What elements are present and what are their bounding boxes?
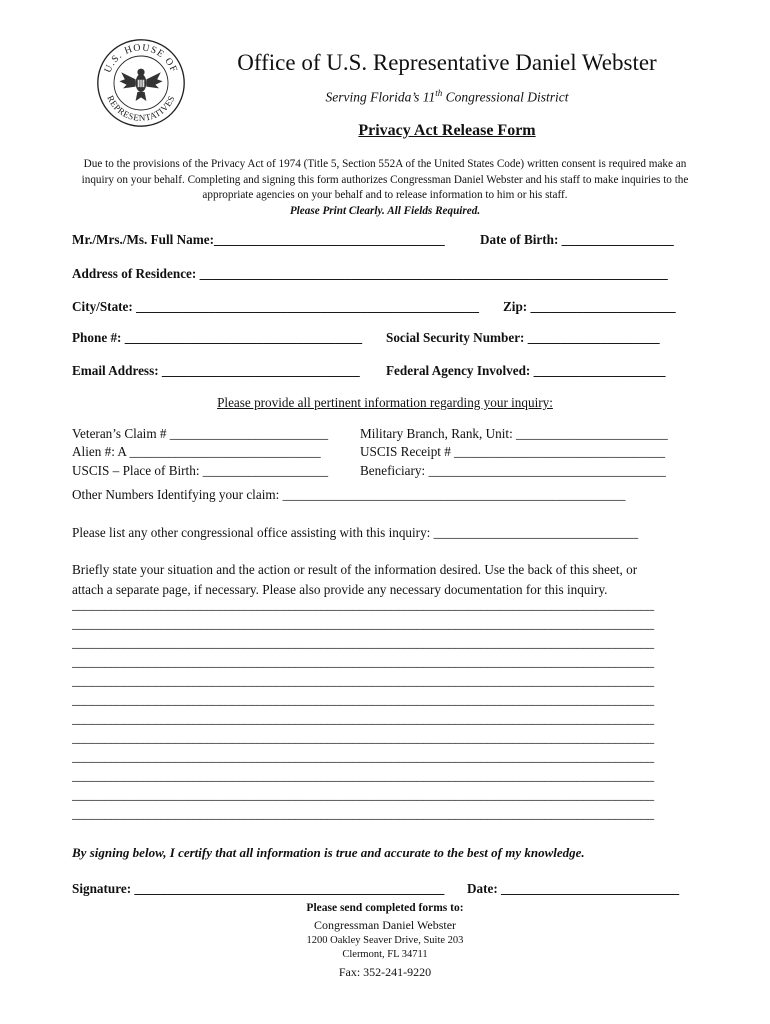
other-office-field[interactable]: Please list any other congressional office assisting with this inquiry: _______________________________ — [72, 525, 639, 540]
signature-field[interactable]: Signature: _______________________________________________ — [72, 881, 445, 896]
agency-field[interactable]: Federal Agency Involved: ____________________ — [386, 363, 666, 378]
situation-line[interactable]: ___________________________________________________________________________________________ — [72, 597, 654, 612]
situation-line[interactable]: ___________________________________________________________________________________________ — [72, 635, 654, 650]
ssn-field[interactable]: Social Security Number: ____________________ — [386, 330, 660, 345]
form-title: Privacy Act Release Form — [358, 122, 536, 139]
footer-name: Congressman Daniel Webster — [313, 918, 457, 932]
veteran-claim-field[interactable]: Veteran’s Claim # ________________________ — [72, 426, 329, 441]
zip-field[interactable]: Zip: ______________________ — [503, 299, 676, 314]
footer-fax: Fax: 352-241-9220 — [338, 965, 432, 979]
phone-field[interactable]: Phone #: ____________________________________ — [72, 330, 363, 345]
uscis-receipt-field[interactable]: USCIS Receipt # ________________________________ — [360, 444, 666, 459]
uscis-birth-field[interactable]: USCIS – Place of Birth: ___________________ — [72, 463, 329, 478]
city-state-field[interactable]: City/State: ____________________________________________________ — [72, 299, 479, 314]
footer-street: 1200 Oakley Seaver Drive, Suite 203 — [306, 935, 464, 946]
certify-statement: By signing below, I certify that all information is true and accurate to the best of my knowledge. — [72, 845, 585, 860]
office-title: Office of U.S. Representative Daniel Webster — [237, 50, 657, 75]
situation-line[interactable]: ___________________________________________________________________________________________ — [72, 806, 654, 821]
situation-line[interactable]: ___________________________________________________________________________________________ — [72, 749, 654, 764]
situation-line[interactable]: ___________________________________________________________________________________________ — [72, 768, 654, 783]
situation-line[interactable]: ___________________________________________________________________________________________ — [72, 730, 654, 745]
dob-field[interactable]: Date of Birth: _________________ — [480, 232, 674, 247]
other-numbers-field[interactable]: Other Numbers Identifying your claim: ____________________________________________________ — [72, 487, 626, 502]
date-field[interactable]: Date: ___________________________ — [467, 881, 680, 896]
footer-city: Clermont, FL 34711 — [342, 949, 428, 960]
email-field[interactable]: Email Address: ______________________________ — [72, 363, 360, 378]
instruction-text: Please Print Clearly. All Fields Required. — [289, 204, 481, 217]
situation-line[interactable]: ___________________________________________________________________________________________ — [72, 673, 654, 688]
situation-line[interactable]: ___________________________________________________________________________________________ — [72, 616, 654, 631]
situation-line[interactable]: ___________________________________________________________________________________________ — [72, 711, 654, 726]
intro-paragraph: Due to the provisions of the Privacy Act of 1974 (Title 5, Section 552A of the United States Code) written consent is required make an inquiry on your behalf. Completing and signing this form authorizes Congressman Daniel Webster and his staff to make inquiries to the appropriate agencies on your behalf and to release information to him or his staff. Please Print Clearly. All Fields Required. — [81, 158, 689, 217]
situation-line[interactable]: ___________________________________________________________________________________________ — [72, 787, 654, 802]
beneficiary-field[interactable]: Beneficiary: ____________________________________ — [360, 463, 666, 478]
footer-heading: Please send completed forms to: — [306, 902, 464, 914]
situation-instruction-2: attach a separate page, if necessary. Please also provide any necessary documentation for this inquiry. — [72, 582, 608, 597]
military-field[interactable]: Military Branch, Rank, Unit: _______________________ — [360, 426, 668, 441]
svg-text:REPRESENTATIVES: REPRESENTATIVES — [105, 93, 177, 123]
alien-number-field[interactable]: Alien #: A _____________________________ — [72, 444, 321, 459]
address-field[interactable]: Address of Residence: _______________________________________________________________________ — [72, 266, 668, 281]
full-name-field[interactable]: Mr./Mrs./Ms. Full Name:___________________________________ — [72, 232, 445, 247]
situation-instruction-1: Briefly state your situation and the action or result of the information desired. Use the back of this sheet, or — [72, 562, 638, 577]
situation-line[interactable]: ___________________________________________________________________________________________ — [72, 654, 654, 669]
district-subtitle: Serving Florida’s 11th Congressional District — [325, 88, 569, 105]
situation-line[interactable]: ___________________________________________________________________________________________ — [72, 692, 654, 707]
pertinent-heading: Please provide all pertinent information regarding your inquiry: — [217, 395, 553, 410]
svg-text:U.S. HOUSE OF: U.S. HOUSE OF — [102, 42, 180, 75]
